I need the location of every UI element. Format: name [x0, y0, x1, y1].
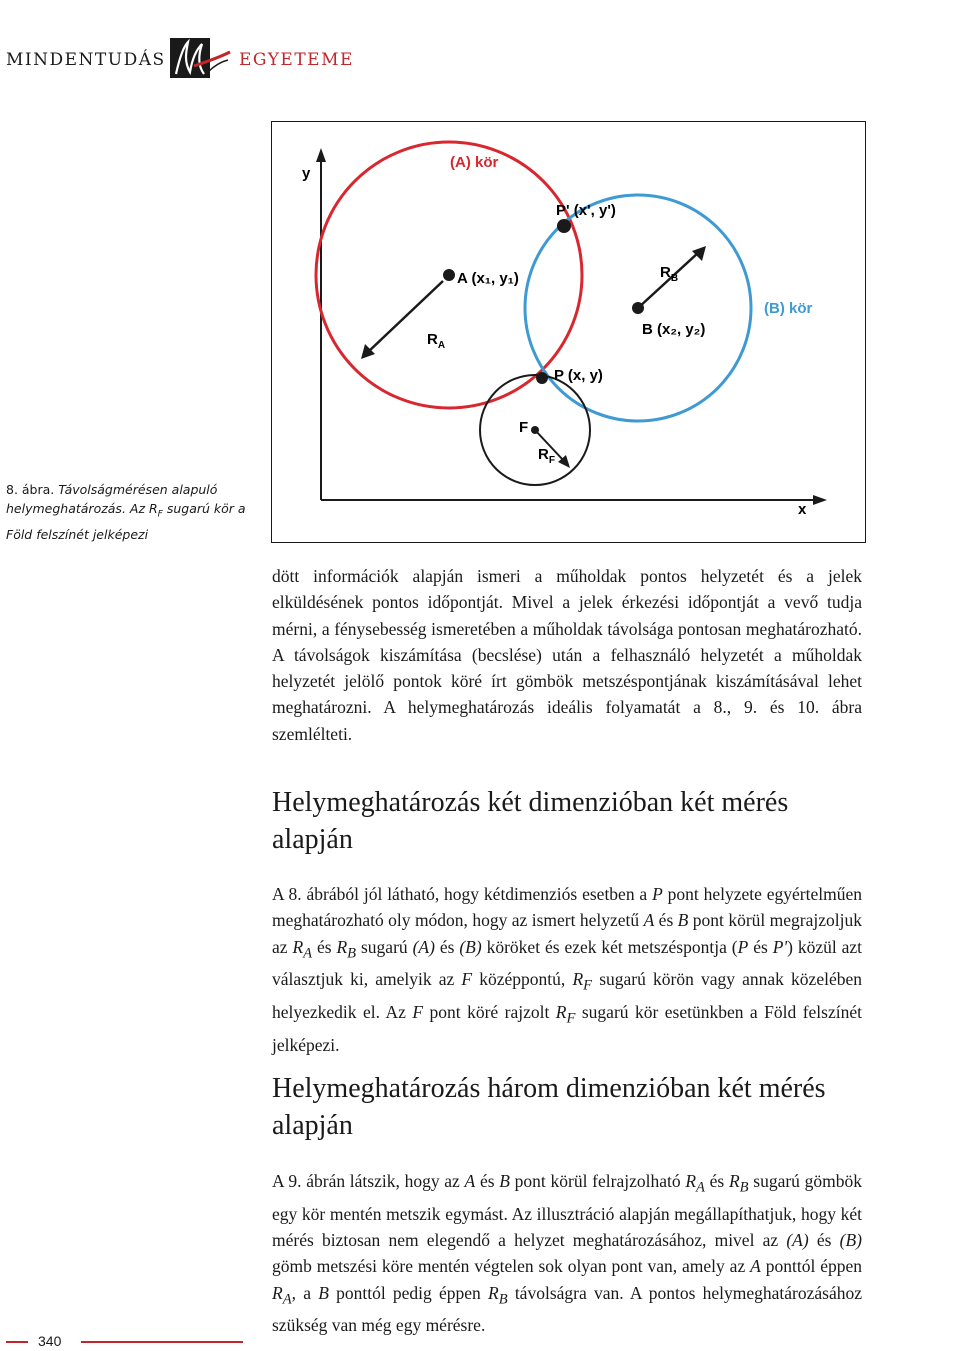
figure-caption: 8. ábra. Távolságmérésen alapuló helymeghatározás. Az $R_F$ sugarú kör a Föld felszínét jelképezi — [6, 482, 246, 542]
point-f-label: F — [519, 419, 529, 436]
point-p-prime — [557, 219, 571, 233]
page-number: 340 — [38, 1333, 62, 1349]
radius-f-label: $R_F$ — [538, 446, 555, 466]
page-header — [6, 36, 354, 84]
brand-logo-icon — [164, 36, 234, 82]
point-a-label: A (x₁, y₁) — [457, 270, 519, 287]
paragraph-2d: A 8. ábrából jól látható, hogy kétdimenziós esetben a P pont helyzete egyértelműen meghatározható oly módon, hogy az ismert helyzetű A és B pont körül megrajzoljuk az $R_A$ és $R_B$ sugarú (A) és (B) köröket és ezek két metszéspontja (P és P') közül azt választjuk ki, amelyik az F középpontú, $R_F$ sugarú körön vagy annak közelében helyezkedik el. Az F pont köré rajzolt $R_F$ sugarú kör esetünkben a Föld felszínét jelképezi. — [272, 884, 863, 1055]
footer-rule-right — [81, 1341, 243, 1343]
point-b — [632, 302, 644, 314]
x-axis-arrow — [813, 495, 827, 505]
brand-title-left: MINDENTUDÁS — [6, 50, 166, 70]
paragraph-intro: dött információk alapján ismeri a műholdak pontos helyzetét és a jelek elküldésének pontos időpontját. Mivel a jelek érkezési időpontját a vevő tudja mérni, a fénysebesség ismeretében a műholdak távolsága pontosan meghatározható. A távolságok kiszámítása (becslése) után a felhasználó helyzetét a műholdak helyzetét jelölő pontok köré írt gömbök metszéspontjának kiszámításával lehet meghatározni. A helymeghatározás ideális folyamatát a 8., 9. és 10. ábra szemlélteti. — [272, 566, 862, 744]
figure-8-diagram — [272, 122, 865, 542]
point-b-label: B (x₂, y₂) — [642, 321, 706, 338]
brand-title-right: EGYETEME — [239, 50, 354, 70]
footer-rule-left — [6, 1341, 28, 1343]
circle-a-label: (A) kör — [450, 154, 499, 171]
point-p-label: P (x, y) — [554, 367, 603, 384]
point-p-prime-label: P' (x', y') — [556, 202, 616, 219]
figure-8 — [271, 121, 866, 543]
x-axis-label: x — [798, 501, 807, 518]
point-f — [531, 426, 539, 434]
paragraph-3d: A 9. ábrán látszik, hogy az A és B pont körül felrajzolható $R_A$ és $R_B$ sugarú gömbök egy kör mentén metszik egymást. Az illusztráció alapján megállapíthatjuk, hogy két mérés biztosan nem elegendő a helyzet meghatározásához, mivel az (A) és (B) gömb metszési köre mentén végtelen sok olyan pont van, amely az A ponttól éppen $R_A$, a B ponttól pedig éppen $R_B$ távolságra van. A pontos helymeghatározásához szükség van még egy mérésre. — [272, 1171, 863, 1336]
radius-b-arrow — [692, 246, 706, 261]
caption-prefix: 8. ábra. — [6, 482, 55, 497]
radius-a-label: $R_A$ — [427, 331, 446, 351]
y-axis-label: y — [302, 165, 311, 182]
y-axis-arrow — [316, 148, 326, 162]
circle-b-label: (B) kör — [764, 300, 813, 317]
caption-text: Távolságmérésen alapuló helymeghatározás. Az R — [6, 482, 218, 516]
point-a — [443, 269, 455, 281]
radius-b-label: $R_B$ — [660, 264, 679, 284]
point-p — [536, 372, 548, 384]
section-heading-3d: Helymeghatározás három dimenzióban két mérés alapján — [272, 1073, 826, 1141]
section-heading-2d: Helymeghatározás két dimenzióban két mérés alapján — [272, 787, 789, 855]
